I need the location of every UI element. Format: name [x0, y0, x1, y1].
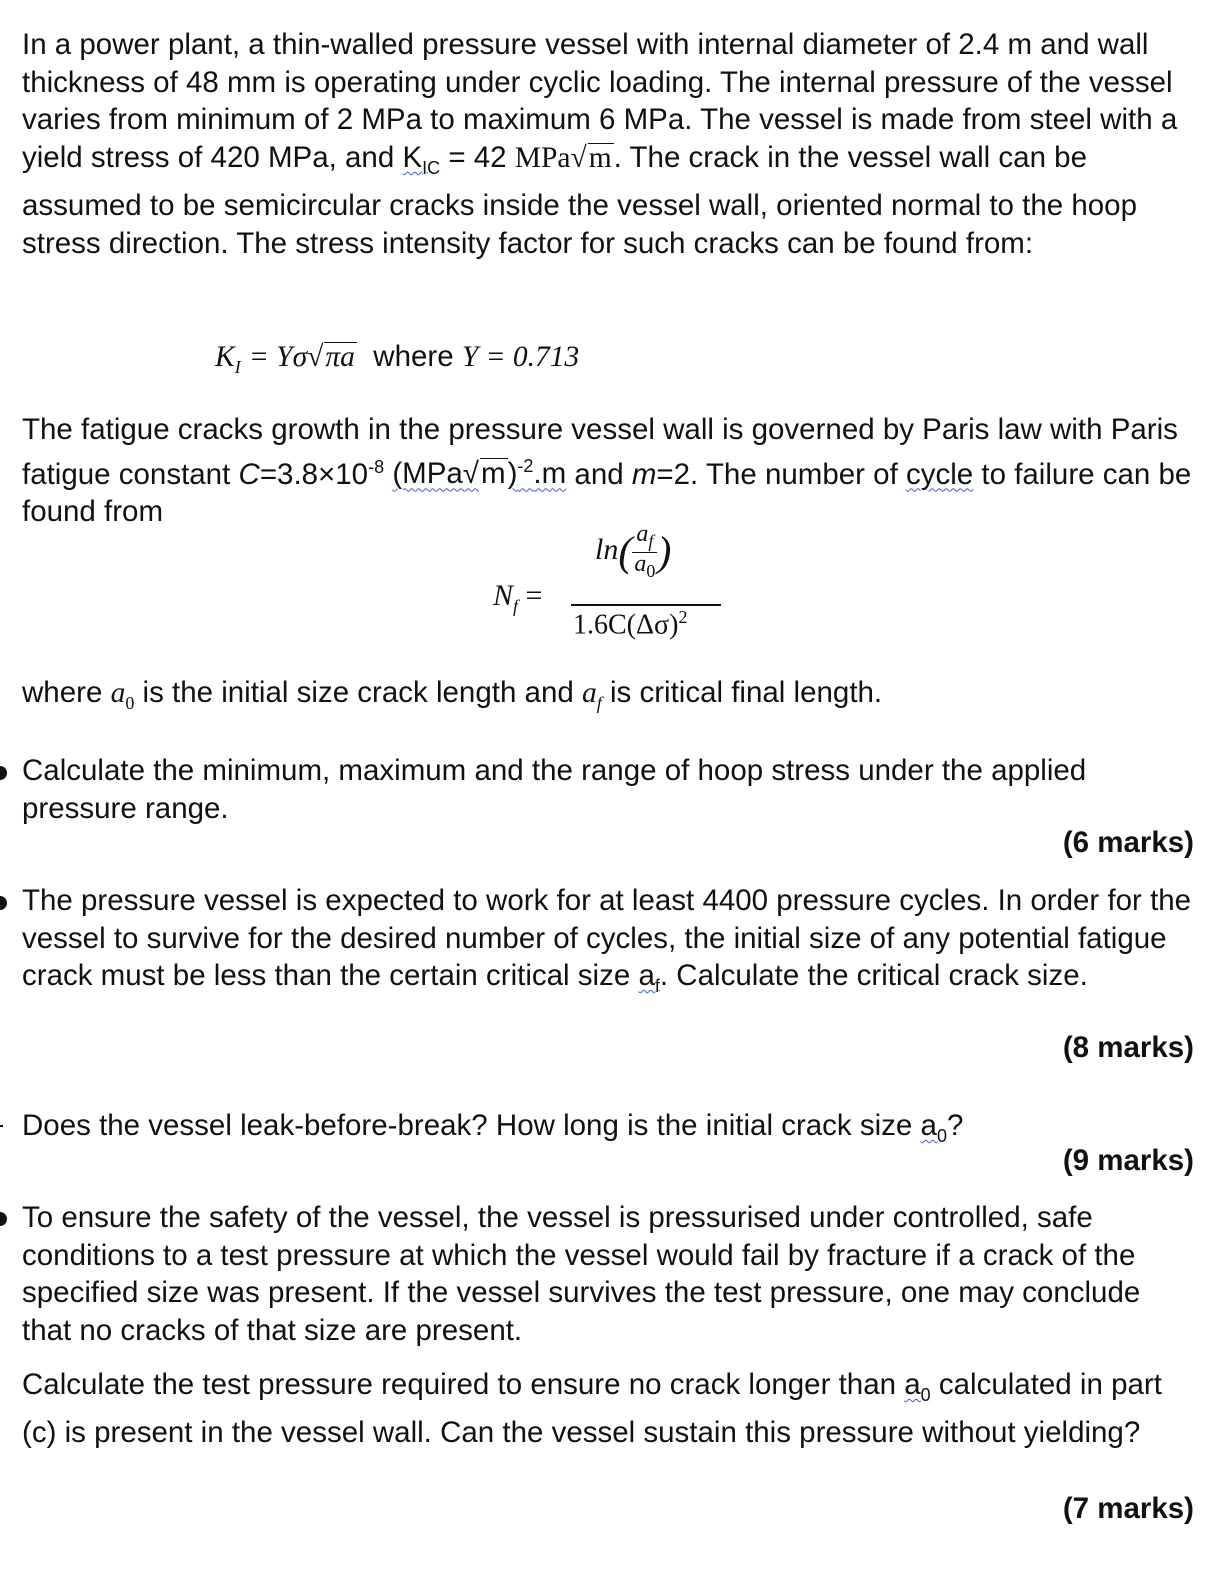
marks-c: (9 marks) [1062, 1144, 1194, 1177]
bullet-b [0, 896, 7, 910]
eq1-root: πa [325, 341, 355, 373]
bullet-d [0, 1212, 7, 1226]
question-b: The pressure vessel is expected to work for at least 4400 pressure cycles. In order for the vessel to survive for the desired number of cycles, the initial size of any potential fatigue crack must be less than the certain critical size $a_f$. Calculate the critical crack size. [22, 884, 1192, 997]
bullet-a [0, 766, 7, 780]
kic-value: = 42 [448, 140, 507, 174]
kic-unit: MPa√m [514, 141, 612, 174]
fatigue-paragraph: The fatigue cracks growth in the pressure vessel wall is governed by Paris law with Paris fatigue constant $C=3.8\times 10^{-8}$ $(MPa√m)^{-2}.m$ and m=2. The number of cycle to failure can be found from [22, 413, 1192, 529]
marks-d: (7 marks) [1062, 1492, 1194, 1525]
question-a: Calculate the minimum, maximum and the range of hoop stress under the applied pressure range. [22, 754, 1087, 825]
cycles-to-failure-equation [493, 523, 733, 643]
marks-a: (6 marks) [1062, 826, 1194, 859]
intro-tail: . The crack in the vessel wall can be assumed to be semicircular cracks inside the vessel wall, oriented normal to the hoop stress direction. The stress intensity factor for such cracks can be found from: [22, 140, 1137, 260]
stress-intensity-equation: $K_I = Y\sigma√\pi a$ where Y = 0.713 [215, 340, 580, 377]
question-d-context: To ensure the safety of the vessel, the vessel is pressurised under controlled, safe conditions to a test pressure at which the vessel would fail by fracture if a crack of the specified size was present. If the vessel survives the test pressure, one may conclude that no cracks of that size are present. [22, 1201, 1141, 1347]
fraction-bar [571, 604, 721, 606]
where-paragraph: where $a_0$ is the initial size crack length and $a_f$ is critical final length. [22, 676, 883, 713]
marks-b: (8 marks) [1062, 1031, 1194, 1064]
nf-lhs: $N_f$ = [493, 579, 543, 616]
eq1-where: where [373, 340, 454, 373]
bullet-c [0, 1125, 3, 1127]
kic-symbol: $K_{IC}$ [402, 140, 441, 178]
cycle-word: cycle [905, 457, 974, 491]
eq1-y-value: Y = 0.713 [461, 341, 580, 373]
paris-unit: $(MPa√m)^{-2}.m$ [392, 456, 567, 491]
eq1-rhs: = Yσ [248, 341, 308, 373]
question-d-task: Calculate the test pressure required to ensure no crack longer than $a_0$ calculated in part (c) is present in the vessel wall. Can the vessel sustain this pressure without yielding? [22, 1368, 1162, 1450]
intro-text: In a power plant, a thin-walled pressure vessel with internal diameter of 2.4 m and wall thickness of 48 mm is operating under cyclic loading. The internal pressure of the vessel varies from minimum of 2 MPa to maximum 6 MPa. The vessel is made from steel with a yield stress of 420 MPa, and [22, 28, 1178, 174]
question-c: Does the vessel leak-before-break? How long is the initial crack size $a_0$? [22, 1109, 964, 1146]
nf-numerator: ln( $\frac{a_f}{a_0}$ ) [595, 521, 672, 581]
eq1-lhs: $K_I$ [215, 341, 241, 377]
intro-paragraph [22, 26, 1197, 262]
nf-denominator: $1.6C(\Delta\sigma)^2$ [573, 607, 688, 641]
